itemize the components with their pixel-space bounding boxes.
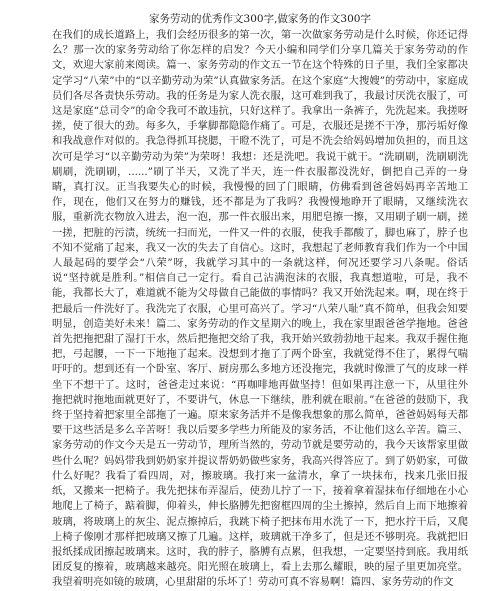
document-title: 家务劳动的优秀作文300字,做家务的作文300字 xyxy=(149,13,371,25)
document-body: 在我们的成长道路上，我们会经历很多的第一次，第一次做家务劳动是什么时候，你还记得么？那一次的家务劳动给了你怎样的启发？今天小编和同学们分享几篇关于家务劳动的作文，欢迎大家前来阅读。篇一、家务劳动的作文五一节在这个特殊的日子里，我们全家都决定学习“八荣”中的“以辛勤劳动为荣”认真做家务活。在这个家庭“大搜嫂”的劳动中，家庭成员们各尽各责快乐劳动。我的任务是为家人洗衣服，这可难到我了，我最讨厌洗衣服了，可这是家庭“总司令”的命令我可不敢违抗，只好这样了。我拿出一条裤子，先洗起来。我搓呀搓，使了很大的劲。每多久，手掌脚都隐隐作痛了。可是，衣服还是搓不干净，那污垢好像和我战意作对似的。我急得抓耳挠腮，干瞪不洗了，可是不洗会给妈妈增加负担的，而且这次可是学习“以辛勤劳动为荣”为荣呀！我想：还是洗吧。我说干就干。“洗刷刷，洗刷刷洗刷刷，洗刷刷，......”刷了半天，又洗了半天，连一件衣服都没洗好，倒把自己弄的一身睛，真打汉。正当我要失心的时候，我慢慢的回了门眼睛，仿佛看到爸爸妈妈再辛苦地工作，现在，他们又在努力的赚钱，还不都是为了我吗？我慢慢地睁开了眼睛，又继续洗衣服，重新洗衣物放入进去，泡一泡，那一件衣服出来，用肥皂擦一擦，又用刷子刷一刷，搓一搓，把脏的污渍，统统一扫而光，一件又一件的衣服，使我手都酸了，脚也麻了，脖子也不知不觉痛了起来，我又一次的失去了自信心。这时，我想起了老师教育我们作为一个中国人最起码的要学会“八荣”呀，我就学习其中的一条就这样，何况还要学习八条呢。俗话说“坚持就是胜利。”相信自己一定行。看自己沾满泡沫的衣服，我真想道啦，可是，我不能，我都长大了，难道就不能为父母做自己能做的事情吗？我又开始洗起来。啊，现在终于把最后一件洗好了。我洗完了衣服，心里可高兴了。学习“八荣八耻”真不简单，但我会知要明显，创造美好未来！篇二、家务劳动的作文星期六的晚上，我在家里跟爸爸学拖地。爸爸首先把拖把甜了湿打干水，然后把拖把交给了我，我开始兴致勃勃地干起来。我双手握住拖把，弓起腰，一下一下地拖了起来。没想到才拖了了两个卧室，我就觉得不住了，累得气喘吁吁的。想到还有一个卧室、客厅、厨房那么多地方还没拖完，我就时像泄了气的皮球一样坐下不想干了。这时，爸爸走过来说：“再咖啡地再做坚持！但如果再注意一下，从里往外拖把就时拖地面就更好了，不要讲气，休息一下继续，胜利就在眼前。”在爸爸的鼓励下，我终于坚持着把家里全部拖了一遍。原来家务活并不是像我想象的那么简单，爸爸妈妈每天都要干这些活是多么辛苦呀！我以后要多学些力所能及的家务活，不让他们这么辛苦。篇三、家务劳动的作文今天是五一劳动节，理所当然的，劳动节就是要劳动的，我今天该帮家里做些什么呢？妈妈带我到奶奶家并提议帮奶奶做些家务，我高兴得答应了。到了奶奶家，可做什么好呢？我看了看四周，对，擦玻璃。我打来一盆清水，拿了一块抹布，找来几张旧报纸，又搬来一把椅子。我先把抹布弄湿后，使劲儿拧了一下，接着拿着湿抹布仔细地在小心地爬上了椅子，踮着脚，仰着头，伸长胳膊先把窗框四周的尘土擦掉，然后自上而下地擦着玻璃，将玻璃上的灰尘、泥点擦掉后，我跳下椅子把抹布用水洗了一下，把水拧干后，又爬上椅子像刚才那样把玻璃又擦了几遍。这样，玻璃就干净多了，但是还不够明亮。我就把旧报纸揉成团擦起玻璃来。这时，我的脖子，胳膊有点累，但我想，一定要坚持到底。我用纸团反复的擦着，玻璃越来越亮。阳光照在玻璃上，看上去那么耀眼，映的屋子里更加亮堂。我望着明亮如镜的玻璃，心里甜甜的乐坏了！劳动可真不容易啊！篇四、家务劳动的作文 xyxy=(52,29,468,589)
